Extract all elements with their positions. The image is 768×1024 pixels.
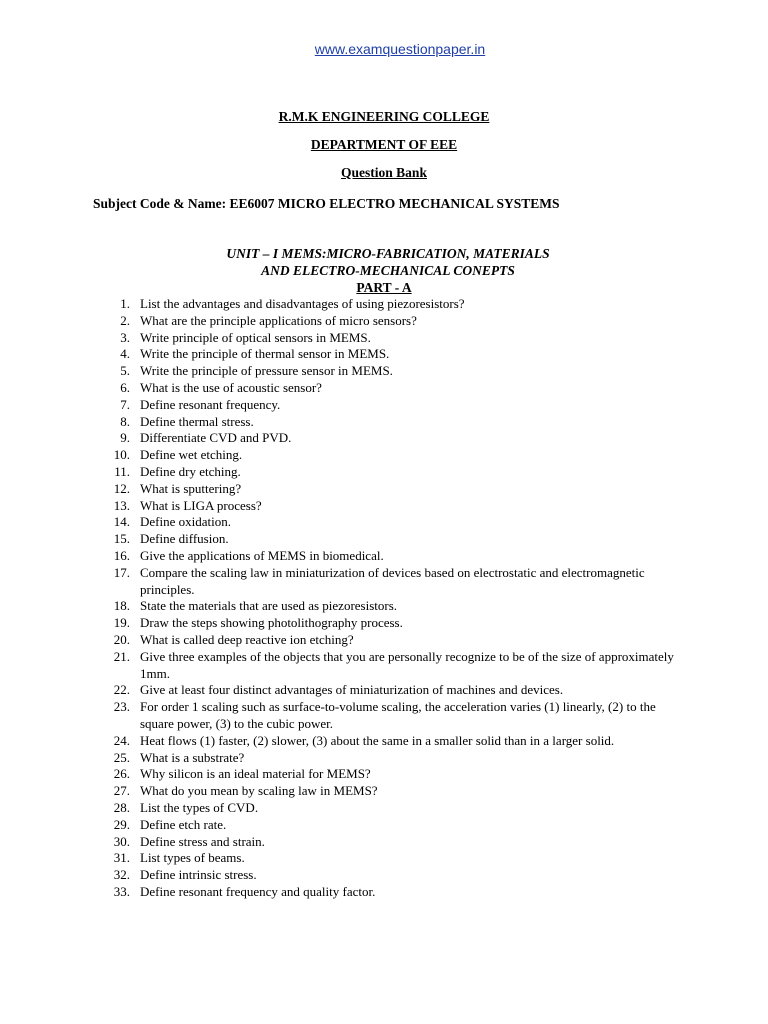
question-number: 16. bbox=[113, 547, 130, 563]
question-number: 25. bbox=[113, 749, 130, 765]
question-item bbox=[106, 296, 686, 313]
question-number: 4. bbox=[120, 346, 130, 362]
question-item bbox=[106, 531, 686, 548]
question-item bbox=[106, 850, 686, 867]
question-text: Draw the steps showing photolithography process. bbox=[140, 615, 403, 631]
question-item bbox=[106, 682, 686, 699]
question-text: Define stress and strain. bbox=[140, 833, 265, 849]
question-number: 17. bbox=[113, 564, 130, 580]
question-number: 31. bbox=[113, 850, 130, 866]
question-item bbox=[106, 498, 686, 515]
question-item bbox=[106, 783, 686, 800]
question-text: Define thermal stress. bbox=[140, 413, 254, 429]
question-item bbox=[106, 699, 686, 733]
question-number: 13. bbox=[113, 497, 130, 513]
question-item bbox=[106, 481, 686, 498]
question-item bbox=[106, 750, 686, 767]
question-text: Define dry etching. bbox=[140, 463, 241, 479]
question-item bbox=[106, 330, 686, 347]
question-item bbox=[106, 800, 686, 817]
question-item bbox=[106, 514, 686, 531]
question-item bbox=[106, 380, 686, 397]
question-text: List types of beams. bbox=[140, 850, 245, 866]
question-text: Heat flows (1) faster, (2) slower, (3) about the same in a smaller solid than in a larger solid. bbox=[140, 732, 615, 748]
question-number: 28. bbox=[113, 799, 130, 815]
question-number: 15. bbox=[113, 531, 130, 547]
website-link[interactable]: www.examquestionpaper.in bbox=[314, 41, 486, 57]
question-item bbox=[106, 834, 686, 851]
question-number: 12. bbox=[113, 480, 130, 496]
unit-title-line-2: AND ELECTRO-MECHANICAL CONEPTS bbox=[261, 263, 515, 278]
question-number: 27. bbox=[113, 783, 130, 799]
question-number: 9. bbox=[120, 430, 130, 446]
question-number: 29. bbox=[113, 816, 130, 832]
question-text: Define intrinsic stress. bbox=[140, 867, 257, 883]
question-number: 23. bbox=[113, 699, 130, 715]
question-item bbox=[106, 313, 686, 330]
question-text: Define oxidation. bbox=[140, 514, 231, 530]
question-number: 8. bbox=[120, 413, 130, 429]
question-number: 18. bbox=[113, 598, 130, 614]
question-item bbox=[106, 867, 686, 884]
question-text: Give the applications of MEMS in biomedical. bbox=[140, 547, 384, 563]
question-item bbox=[106, 363, 686, 380]
question-item bbox=[106, 733, 686, 750]
question-number: 1. bbox=[120, 296, 130, 311]
question-item bbox=[106, 346, 686, 363]
question-item bbox=[106, 632, 686, 649]
college-title: R.M.K ENGINEERING COLLEGE bbox=[278, 109, 490, 124]
question-text: List the advantages and disadvantages of using piezoresistors? bbox=[140, 296, 465, 311]
question-number: 21. bbox=[113, 648, 130, 664]
question-number: 24. bbox=[113, 732, 130, 748]
part-heading: PART - A bbox=[356, 280, 412, 295]
question-text: Give three examples of the objects that you are personally recognize to be of the size of approximately 1mm. bbox=[140, 648, 674, 681]
question-text: Define resonant frequency. bbox=[140, 396, 281, 412]
question-number: 26. bbox=[113, 766, 130, 782]
question-text: What is called deep reactive ion etching? bbox=[140, 631, 354, 647]
question-number: 30. bbox=[113, 833, 130, 849]
question-item bbox=[106, 397, 686, 414]
question-text: For order 1 scaling such as surface-to-volume scaling, the acceleration varies (1) linearly, (2) to the square power, (3) to the cubic power. bbox=[140, 699, 656, 731]
question-item bbox=[106, 565, 686, 599]
question-list bbox=[106, 296, 686, 901]
question-item bbox=[106, 649, 686, 683]
question-text: What is LIGA process? bbox=[140, 497, 262, 513]
unit-title-line-1: UNIT – I MEMS:MICRO-FABRICATION, MATERIALS bbox=[226, 246, 550, 261]
question-number: 22. bbox=[113, 682, 130, 698]
question-number: 6. bbox=[120, 379, 130, 395]
question-number: 7. bbox=[120, 396, 130, 412]
question-number: 5. bbox=[120, 363, 130, 379]
question-text: What are the principle applications of micro sensors? bbox=[140, 312, 417, 328]
question-item bbox=[106, 447, 686, 464]
question-text: Define wet etching. bbox=[140, 447, 243, 463]
question-number: 2. bbox=[120, 312, 130, 328]
question-item bbox=[106, 598, 686, 615]
question-text: List the types of CVD. bbox=[140, 799, 259, 815]
question-item bbox=[106, 766, 686, 783]
question-number: 19. bbox=[113, 615, 130, 631]
question-item bbox=[106, 884, 686, 901]
question-text: State the materials that are used as piezoresistors. bbox=[140, 598, 398, 614]
question-text: What is a substrate? bbox=[140, 749, 245, 765]
question-text: Write the principle of thermal sensor in MEMS. bbox=[140, 346, 390, 362]
question-item bbox=[106, 548, 686, 565]
question-text: Give at least four distinct advantages of miniaturization of machines and devices. bbox=[140, 682, 564, 698]
question-number: 32. bbox=[113, 867, 130, 883]
question-text: Write the principle of pressure sensor in MEMS. bbox=[140, 363, 393, 379]
question-text: Define diffusion. bbox=[140, 531, 229, 547]
department-title: DEPARTMENT OF EEE bbox=[310, 137, 458, 152]
question-item bbox=[106, 615, 686, 632]
question-item bbox=[106, 817, 686, 834]
question-text: What is the use of acoustic sensor? bbox=[140, 379, 322, 395]
question-text: Compare the scaling law in miniaturization of devices based on electrostatic and electromagnetic principles. bbox=[140, 564, 645, 597]
question-text: Write principle of optical sensors in MEMS. bbox=[140, 329, 371, 345]
question-item bbox=[106, 430, 686, 447]
question-number: 11. bbox=[114, 463, 130, 479]
document-type-title: Question Bank bbox=[341, 165, 427, 180]
question-item bbox=[106, 464, 686, 481]
question-text: What is sputtering? bbox=[140, 480, 242, 496]
question-item bbox=[106, 414, 686, 431]
subject-line: Subject Code & Name: EE6007 MICRO ELECTRO MECHANICAL SYSTEMS bbox=[93, 196, 560, 211]
question-text: Differentiate CVD and PVD. bbox=[140, 430, 292, 446]
question-text: Define etch rate. bbox=[140, 816, 227, 832]
question-text: What do you mean by scaling law in MEMS? bbox=[140, 783, 378, 799]
question-number: 33. bbox=[113, 883, 130, 899]
question-number: 20. bbox=[113, 631, 130, 647]
question-text: Define resonant frequency and quality factor. bbox=[140, 883, 376, 899]
question-number: 14. bbox=[113, 514, 130, 530]
question-number: 10. bbox=[113, 447, 130, 463]
question-text: Why silicon is an ideal material for MEMS? bbox=[140, 766, 371, 782]
question-number: 3. bbox=[120, 329, 130, 345]
